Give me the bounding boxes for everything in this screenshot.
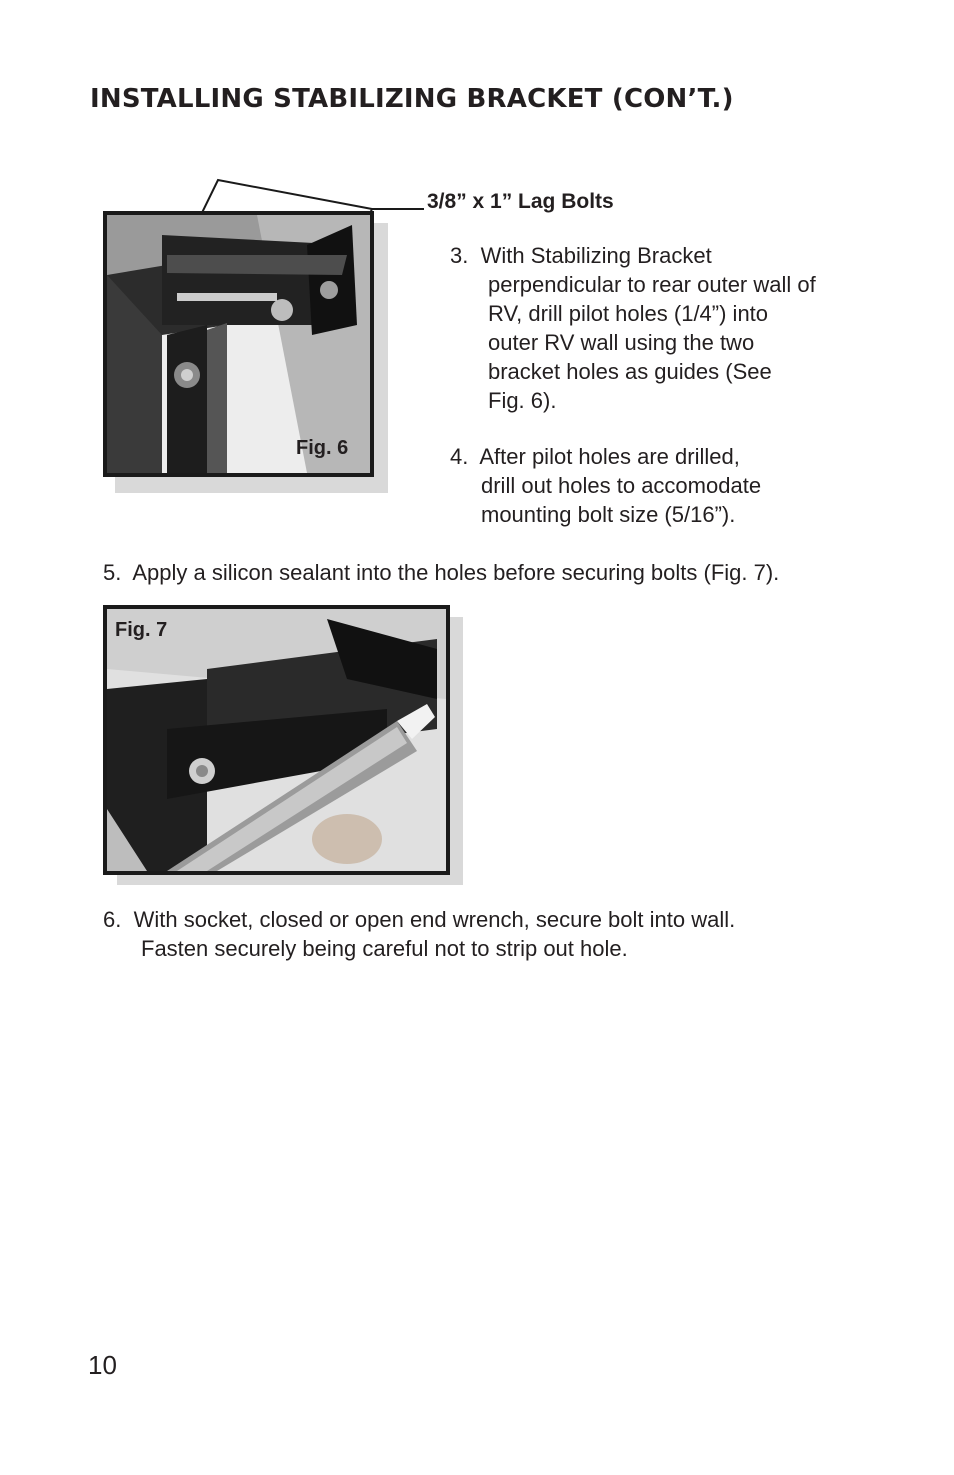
step-3-line-5: bracket holes as guides (See [488, 359, 772, 384]
figure-7 [103, 605, 463, 885]
step-3-line-3: RV, drill pilot holes (1/4”) into [488, 301, 769, 326]
figure-7-label: Fig. 7 [115, 619, 168, 641]
step-4-text-1: After pilot holes are drilled, [479, 444, 740, 469]
step-6 [103, 905, 735, 963]
page-title: INSTALLING STABILIZING BRACKET (CON’T.) [90, 84, 734, 114]
step-6-number: 6. [103, 907, 122, 932]
step-5 [103, 558, 779, 587]
step-4-line-1 [450, 442, 761, 471]
step-6-text-1: With socket, closed or open end wrench, secure bolt into wall. [133, 907, 736, 932]
step-3-line-2: perpendicular to rear outer wall of [488, 272, 816, 297]
step-4-line-2: drill out holes to accomodate [481, 473, 762, 498]
lag-bolts-callout: 3/8” x 1” Lag Bolts [427, 190, 614, 213]
step-3 [450, 241, 816, 415]
step-5-line-1 [103, 558, 779, 587]
step-5-number: 5. [103, 560, 122, 585]
step-3-number: 3. [450, 243, 469, 268]
step-3-text-1: With Stabilizing Bracket [480, 243, 712, 268]
page-number: 10 [88, 1350, 117, 1380]
step-4 [450, 442, 761, 529]
step-3-line-4: outer RV wall using the two [488, 330, 755, 355]
step-6-line-1 [103, 905, 735, 934]
figure-7-photo [103, 605, 450, 875]
figure-6 [103, 211, 388, 493]
step-6-line-2: Fasten securely being careful not to strip out hole. [141, 936, 628, 961]
step-4-line-3: mounting bolt size (5/16”). [481, 502, 736, 527]
figure-6-label: Fig. 6 [296, 437, 349, 459]
step-4-number: 4. [450, 444, 469, 469]
step-3-line-1 [450, 241, 816, 270]
step-5-text-1: Apply a silicon sealant into the holes before securing bolts (Fig. 7). [132, 560, 780, 585]
step-3-line-6: Fig. 6). [488, 388, 557, 413]
